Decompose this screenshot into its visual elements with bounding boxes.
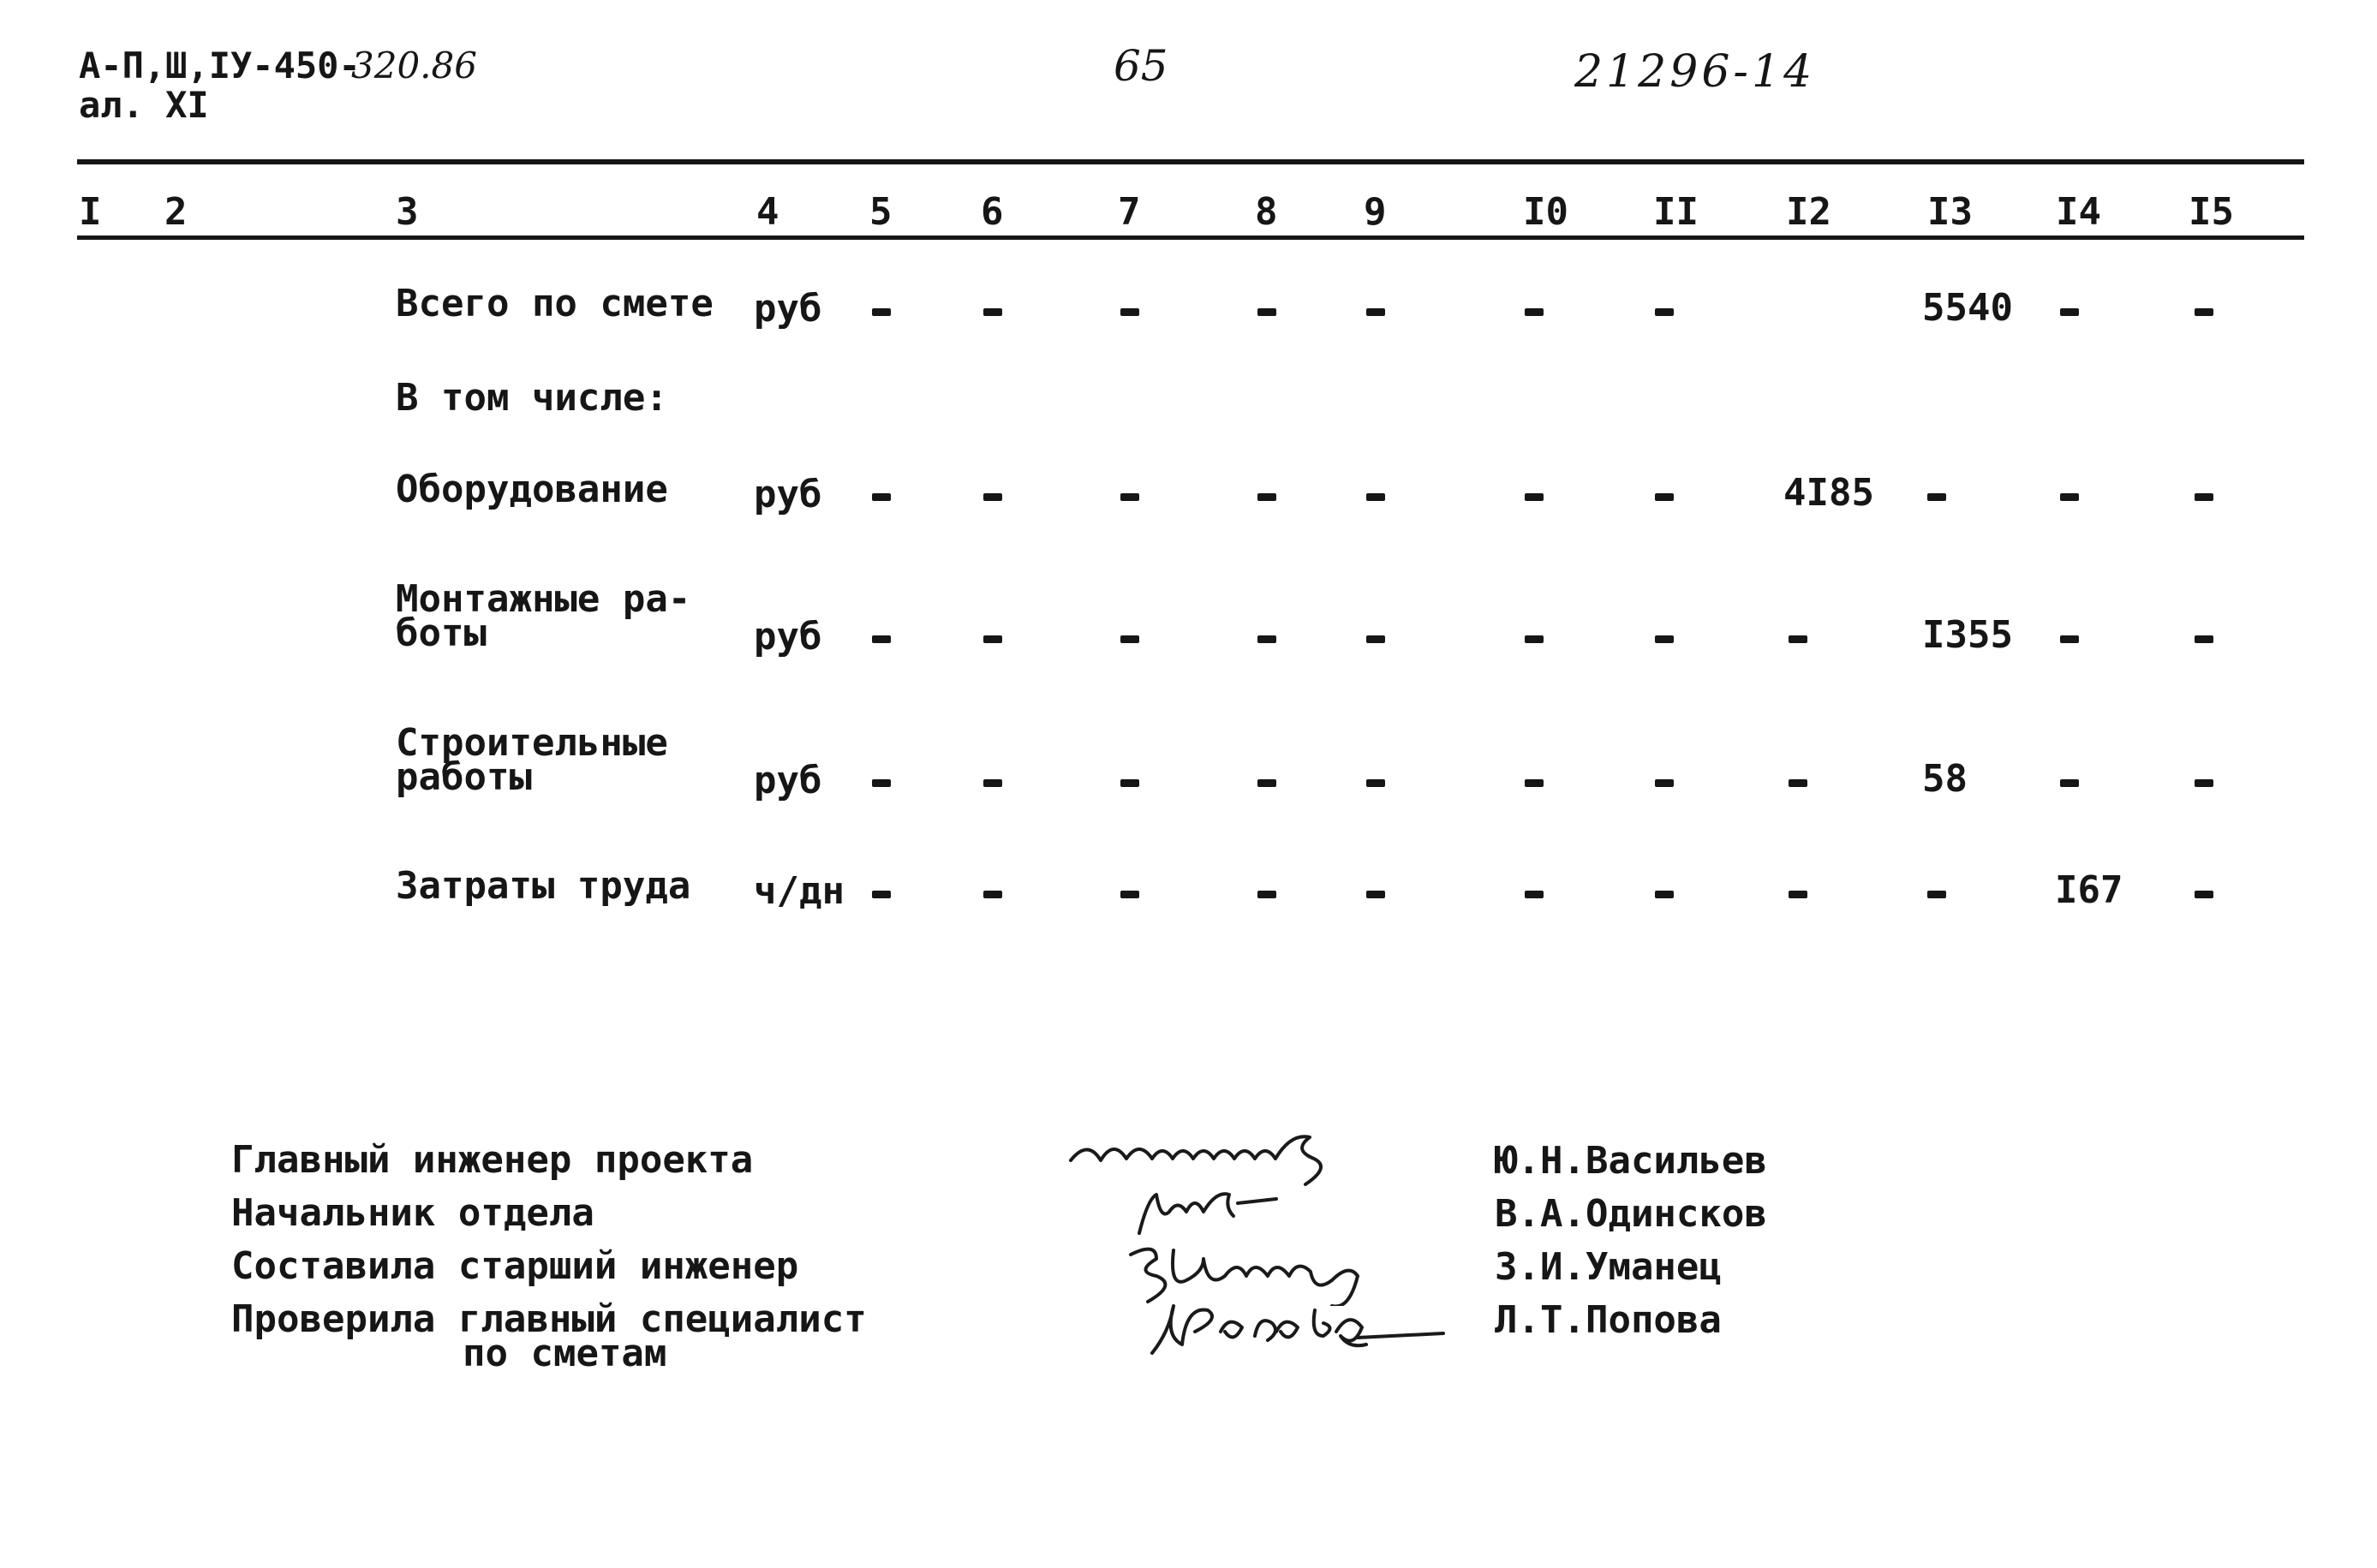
table-cell-value: I67 — [2055, 868, 2123, 912]
row-label-line: Строительные — [396, 721, 668, 765]
row-label-including: В том числе: — [396, 376, 668, 420]
row-label-line: боты — [396, 611, 487, 655]
row-label-equipment: Оборудование — [396, 468, 668, 511]
empty-cell-dash — [983, 779, 1002, 787]
empty-cell-dash — [1257, 891, 1276, 898]
column-number: 3 — [396, 190, 419, 234]
empty-cell-dash — [1366, 635, 1385, 643]
empty-cell-dash — [1655, 308, 1674, 316]
table-cell-value: 4I85 — [1783, 471, 1874, 515]
row-unit: руб — [754, 473, 822, 516]
signature-role — [231, 1297, 867, 1375]
signature-role: Начальник отдела — [231, 1191, 594, 1235]
top-rule — [77, 159, 2304, 164]
signature-name: Ю.Н.Васильев — [1495, 1139, 1767, 1183]
document-code-handwritten: 320.86 — [351, 45, 477, 86]
empty-cell-dash — [1927, 493, 1946, 501]
empty-cell-dash — [1655, 891, 1674, 898]
column-number: I4 — [2056, 190, 2101, 234]
row-unit: руб — [754, 615, 822, 659]
column-number: I2 — [1786, 190, 1831, 234]
empty-cell-dash — [1257, 308, 1276, 316]
album-number: ал. XI — [79, 84, 209, 126]
empty-cell-dash — [1366, 308, 1385, 316]
document-code: А-П,Ш,IУ-450- — [79, 45, 361, 86]
signature-role: Составила старший инженер — [231, 1244, 799, 1288]
row-label-labor: Затраты труда — [396, 864, 691, 908]
empty-cell-dash — [1789, 635, 1807, 643]
empty-cell-dash — [983, 891, 1002, 898]
row-label-installation — [396, 577, 691, 655]
empty-cell-dash — [1120, 493, 1139, 501]
empty-cell-dash — [2195, 308, 2213, 316]
column-number: 2 — [164, 190, 188, 234]
column-number: 7 — [1118, 190, 1141, 234]
column-number: II — [1653, 190, 1699, 234]
empty-cell-dash — [2195, 493, 2213, 501]
signature-name: Л.Т.Попова — [1495, 1298, 1722, 1342]
column-number: I — [79, 190, 102, 234]
document-number: 21296-14 — [1574, 46, 1816, 98]
signature-role: Главный инженер проекта — [231, 1138, 754, 1182]
empty-cell-dash — [1789, 891, 1807, 898]
page-number: 65 — [1114, 41, 1168, 91]
row-unit: руб — [754, 759, 822, 802]
empty-cell-dash — [1655, 779, 1674, 787]
empty-cell-dash — [1525, 891, 1544, 898]
handwritten-signature-4 — [1135, 1293, 1478, 1362]
row-unit: руб — [754, 287, 822, 331]
column-number: 8 — [1255, 190, 1278, 234]
signature-name: В.А.Одинсков — [1495, 1192, 1767, 1236]
empty-cell-dash — [1257, 635, 1276, 643]
empty-cell-dash — [872, 308, 891, 316]
handwritten-signature-2 — [1118, 1182, 1341, 1242]
column-number: 5 — [869, 190, 893, 234]
column-number: I3 — [1927, 190, 1973, 234]
empty-cell-dash — [872, 635, 891, 643]
column-number: I0 — [1523, 190, 1568, 234]
empty-cell-dash — [2060, 779, 2079, 787]
row-unit: ч/дн — [754, 869, 845, 913]
row-label-line: работы — [396, 755, 532, 799]
empty-cell-dash — [1789, 779, 1807, 787]
empty-cell-dash — [2060, 308, 2079, 316]
empty-cell-dash — [2060, 635, 2079, 643]
table-cell-value: 5540 — [1922, 286, 2013, 330]
empty-cell-dash — [2195, 635, 2213, 643]
row-label-line: Монтажные ра- — [396, 577, 691, 621]
empty-cell-dash — [1257, 779, 1276, 787]
empty-cell-dash — [1120, 779, 1139, 787]
handwritten-signature-1 — [1062, 1122, 1405, 1190]
empty-cell-dash — [1525, 308, 1544, 316]
row-label-total: Всего по смете — [396, 282, 714, 325]
empty-cell-dash — [1120, 308, 1139, 316]
empty-cell-dash — [1120, 891, 1139, 898]
signature-role-line: Проверила главный специалист — [231, 1297, 867, 1341]
empty-cell-dash — [1366, 891, 1385, 898]
empty-cell-dash — [1525, 779, 1544, 787]
table-cell-value: 58 — [1922, 757, 1968, 801]
empty-cell-dash — [1366, 779, 1385, 787]
empty-cell-dash — [1655, 635, 1674, 643]
empty-cell-dash — [1366, 493, 1385, 501]
empty-cell-dash — [2195, 891, 2213, 898]
empty-cell-dash — [1525, 493, 1544, 501]
empty-cell-dash — [983, 308, 1002, 316]
column-number: 6 — [981, 190, 1004, 234]
empty-cell-dash — [2060, 493, 2079, 501]
empty-cell-dash — [1927, 891, 1946, 898]
empty-cell-dash — [1257, 493, 1276, 501]
empty-cell-dash — [872, 891, 891, 898]
column-number: 4 — [756, 190, 779, 234]
empty-cell-dash — [1655, 493, 1674, 501]
empty-cell-dash — [2195, 779, 2213, 787]
row-label-construction — [396, 721, 668, 799]
column-number: I5 — [2189, 190, 2234, 234]
table-cell-value: I355 — [1922, 613, 2013, 657]
empty-cell-dash — [983, 493, 1002, 501]
signature-role-line: по сметам — [463, 1332, 667, 1375]
empty-cell-dash — [1120, 635, 1139, 643]
empty-cell-dash — [1525, 635, 1544, 643]
empty-cell-dash — [872, 493, 891, 501]
empty-cell-dash — [872, 779, 891, 787]
header-rule — [77, 235, 2304, 240]
empty-cell-dash — [983, 635, 1002, 643]
signature-name: З.И.Уманец — [1495, 1245, 1722, 1289]
column-number: 9 — [1364, 190, 1387, 234]
